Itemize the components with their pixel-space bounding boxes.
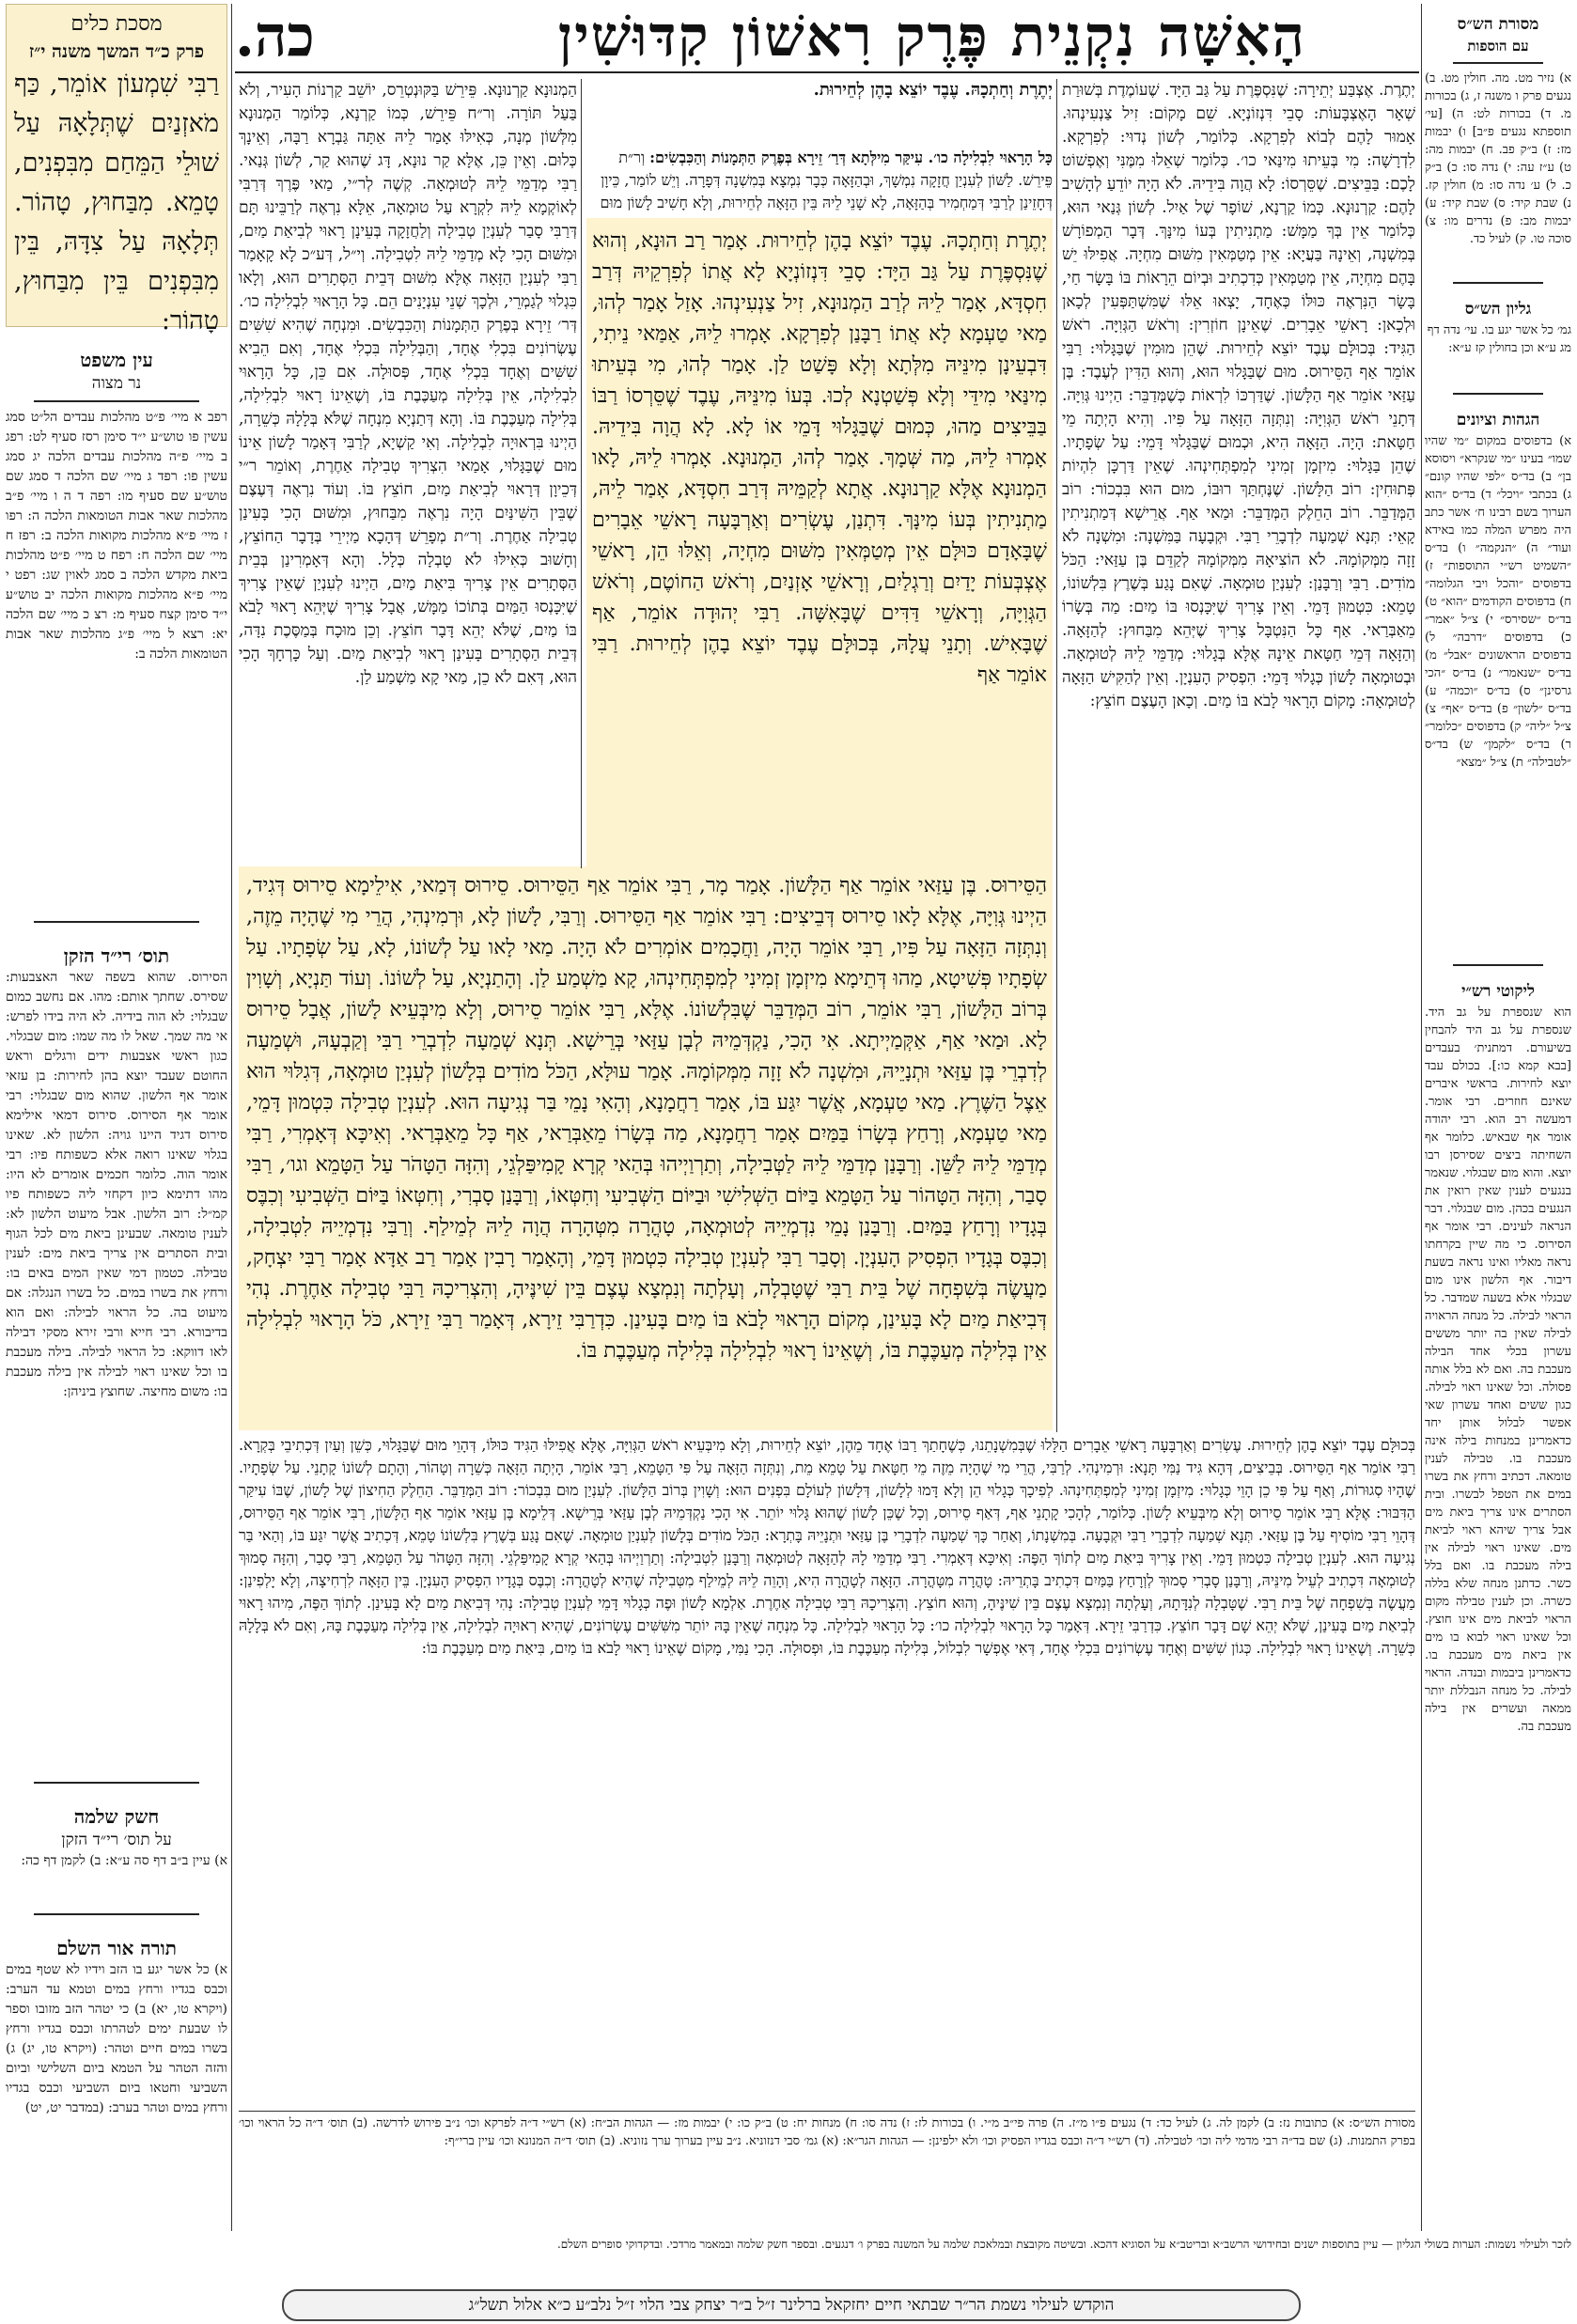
bottom-note: לזכר ולעילוי נשמות: הערות בשולי הגליון — עיין בתוספות ישנים ובחידושי הרשב״א ובריטב״א על הסוגיא דהכא. ובשיטה מקובצת ובמלאכת שלמה על המשנה בפרק ו׳ דנגעים. ובספר חשק שלמה ובמאמר מרדכי. ובדקדוקי סופרים השלם. bbox=[556, 2238, 1571, 2251]
sidebar-divider bbox=[231, 4, 232, 2231]
cheshek-shlomo-subtitle: על תוס׳ רי״ד הזקן bbox=[61, 1831, 172, 1849]
section-divider bbox=[1453, 62, 1543, 64]
header-divider bbox=[235, 71, 1419, 73]
likutei-rashi-title: ליקוטי רש״י bbox=[1461, 982, 1535, 1001]
torah-or-text: א) כל אשר יגע בו הזב וידיו לא שטף במים וכבס בגדיו ורחץ במים וטמא עד הערב: (ויקרא טו, יא) ב) כי יטהר הזב מזובו וספר לו שבעת ימים לטהרתו וכבס בגדיו ורחץ בשרו במים חיים וטהר: (ויקרא טו, יג) ג) והזה הטהר על הטמא ביום השלישי וביום השביעי וחטאו ביום השביעי וכבס בגדיו ורחץ במים וטהר בערב: (במדבר יט, יט) bbox=[6, 1962, 227, 2115]
gemara-opening bbox=[586, 79, 1053, 145]
footnotes-text: מסורת הש״ס: א) כתובות נז: ב) לקמן לה. ג) לעיל כד: ד) נגעים פ״ו מ״ז. ה) פרה פי״ב מ״י. ו) בכורות לז: ז) נדה סו: ח) מנחות יח: ט) ב״ק כו: י) יבמות מז: — הגהות הב״ח: (א) רש״י ד״ה לפרקא וכו׳ נ״ב פירוש לדרשה. (ב) תוס׳ ד״ה כל הראוי וכו׳ בפרק התמנות. (ג) שם בד״ה רבי מדמי ליה וכו׳ לטבילה. (ד) רש״י ד״ה וכבס בגדיו הפסיק וכו׳ ולא ילפינן: — הגהות הגר״א: (א) גמ׳ סבי דנזוניא. נ״ב עיין בערוך ערך נזוניא. (ב) תוס׳ ד״ה המנונא וכו׳ עיין ברי״ף: bbox=[239, 2116, 1415, 2148]
tosafot-column: הַמְנוּנָא קַרְנוּנָא. פֵּירֵשׁ בַּקּוּנְטְרֵס, יוֹשֵׁב קַרְנוֹת הָעִיר, וְלֹא בַּעַל תּוֹרָה. וְר״ח פֵּירֵשׁ, כְּמוֹ קַרְנָא, כְּלוֹמַר הַמְנוּנָא מִלְּשׁוֹן מְנָה, כְּאִילּוּ אָמַר לֵיהּ אַתָּה גַּבְרָא רַבָּה, וְאֵינָךְ כְּלוּם. וְאֵין כֵּן, אֶלָּא קַר נוּנָא, דָּג שֶׁהוּא קַר, לְשׁוֹן גְּנַאי. רַבִּי מְדַמֵּי לֵיהּ לְטוּמְאָה. קְשֶׁה לְר״י, מַאי פֶּרֶךְ דְּרַבִּי לְאוֹקְמָא לֵיהּ לִקְרָא עַל טוּמְאָה, אֵלָּא נִרְאֶה לְרַבֵּינוּ תָּם דְּרַבִּי סָבַר לְעִנְיַן טְבִילָה וְלַחֲזָקָה בְּעֵינָן רָאוּי לְבִיאַת מַיִם, וּמִשּׁוּם הָכִי לָא מְדַמֵּי לֵיהּ לִטְבִילָה. וְי״ל, דְּע״כ לָא קָאָמַר רַבִּי לְעִנְיַן הַזָּאָה אֶלָּא מִשּׁוּם דְּבֵית הַסְּתָרִים הוּא, וְלָאו כִּגְלוּי לְגַמְרֵי, וּלְכָךְ שְׁנֵי עִנְיָנִים הֵם. כָּל הָרָאוּי לִבְלִילָה כו׳. דְּר׳ זֵירָא בְּפֶרֶק הַתְּמָנוֹת וְהַכִּבְשִׂים. וּמִנְחָה שֶׁהִיא שִׁשִּׁים עֶשְׂרוֹנִים בִּכְלִי אֶחָד, וְהַבְּלִילָה בִּכְלִי אֶחָד, וְאִם הֵבִיא שִׁשִּׁים וְאֶחָד בִּכְלִי אֶחָד, פְּסוּלָה. אִם כֵּן, כָּל הָרָאוּי לִבְלִילָה, אֵין בְּלִילָה מְעַכֶּבֶת בּוֹ, וְשֶׁאֵינוֹ רָאוּי לִבְלִילָה, בְּלִילָה מְעַכֶּבֶת בּוֹ. וְהָא דְּתַנְיָא מִנְחָה שֶׁלֹּא בְּלָלָהּ כְּשֵׁרָה, הַיְינוּ בִּרְאוּיָה לִבְלִילָה. וְאִי קַשְׁיָא, לְרַבִּי דְּאָמַר לָשׁוֹן אֵינוֹ מוּם שֶׁבַּגָּלוּי, אָמַאי הִצְרִיךְ טְבִילָה אַחֶרֶת, וְאוֹמֵר ר״י דְּכֵיוָן דְּרָאוּי לְבִיאַת מַיִם, חוֹצֵץ בּוֹ. וְעוֹד נִרְאֶה דְּעֶצֶם שֶׁבֵּין הַשִּׁינַּיִם הָיָה נִרְאֶה מִבַּחוּץ, וּמִשּׁוּם הָכִי בָּעִינַן טְבִילָה אַחֶרֶת. וְר״ת מְפָרֵשׁ דְּהָכָא מַיְירֵי בְּדָבָר הַחוֹצֵץ, וְחָשׁוּב כְּאִילּוּ לֹא טָבְלָה כְּלָל. וְהָא דְּאָמְרִינַן בְּבֵית הַסְּתָרִים אֵין צָרִיךְ בִּיאַת מַיִם, הַיְינוּ לְעִנְיַן שֶׁאֵין צָרִיךְ שֶׁיִּכָּנְסוּ הַמַּיִם בְּתוֹכוֹ מַמָּשׁ, אֲבָל צָרִיךְ שֶׁיְּהֵא רָאוּי לָבֹא בּוֹ מַיִם, שֶׁלֹּא יְהֵא דָּבָר חוֹצֵץ. וְכֵן מוּכָח בְּמַסֶּכֶת נִדָּה, דְּבֵית הַסְּתָרִים בָּעִינַן רָאוּי לְבִיאַת מַיִם. וְעַל כָּרְחָךְ הָכִי הוּא, דְּאִם לֹא כֵן, מַאי קָא מַשְׁמַע לַן. bbox=[239, 81, 577, 687]
page-header bbox=[235, 4, 1419, 70]
hagahot-title: הגהות וציונים bbox=[1456, 411, 1540, 429]
masoret-hashas-text: א) נזיר מט. מה. חולין מט. ב) נגעים פרק ו משנה ז, ג) בכורות מ. ד) בכורות לט: ה) [עי׳ תוספתא נגעים פ״ב] ו) יבמות מז: ז) ב״ק פב. ח) יבמות מה: ט) ע״ז עה: י) נדה סו: כ) ב״ק כ. ל) ע׳ נדה סו: מ) חולין קז. נ) שבת קיד: ס) שבת קיד: ע) יבמות מב: פ) נדרים מו: צ) סוכה טו. ק) לעיל כד. bbox=[1425, 71, 1571, 246]
mishnah-box-text: רַבִּי שִׁמְעוֹן אוֹמֵר, כַּף מֹאזְנַיִם שֶׁתְּלָאָהּ עַל שׁוּלֵי הַמֵּחַם מִבִּפְנִים, טָמֵא. מִבַּחוּץ, טָהוֹר. תְּלָאָהּ עַל צִדָּהּ, בֵּין מִבִּפְנִים בֵּין מִבַּחוּץ, טָהוֹר: bbox=[14, 70, 219, 335]
section-divider bbox=[1453, 393, 1543, 395]
section-divider bbox=[34, 921, 199, 923]
mishnah-box-title: מסכת כלים bbox=[70, 12, 163, 36]
ein-mishpat-title: עין משפט bbox=[80, 349, 153, 371]
section-divider bbox=[34, 1913, 199, 1915]
gemara-heading: יְתֶרֶת וְחַתְכָהּ. עֶבֶד יוֹצֵא בָהֶן לְחֵירוּת. bbox=[813, 80, 1053, 100]
section-divider bbox=[34, 1782, 199, 1784]
tosafot-dibur-hamatchil: כָּל הָרָאוּי לִבְלִילָה כו׳. עִיקַּר מִילְּתָא דְּרַ׳ זֵירָא בְּפֶרֶק הַתְּמָנוֹת וְהַכִּבְשִׂים: bbox=[649, 148, 1053, 166]
column-divider bbox=[1056, 79, 1057, 1432]
tosafot-under-box-text: וְר״ת פֵּירֵשׁ. לַשּׁוֹן לְעִנְיַן חֲזָקָה נִמְשָׁךְ, וּבְהַזָּאָה כְּבָר נִמְצָא בְּמִשְׁנָה דְּפָרָה. וְיֵשׁ לוֹמַר, כֵּיוָן דְּחָזֵינַן לְרַבִּי דְּמַחְמִיר בְּהַזָּאָה, לָא שָׁנֵי לֵיהּ בֵּין הַזָּאָה לְחֵירוּת, וְלָא חָשִׁיב לָשׁוֹן מוּם bbox=[600, 148, 1053, 211]
footnote-divider bbox=[239, 2111, 1415, 2112]
section-divider bbox=[34, 400, 199, 402]
gilyon-hashas-text: גמ׳ כל אשר יגע בו. עי׳ נדה דף מג ע״א וכן בחולין קז ע״א: bbox=[1427, 323, 1571, 355]
tosafot-rid-text: הסירוס. שהוא בשפה שאר האצבעות: שסירס. שחתך אותם: מהו. אם נחשב כמום שבגלוי: לא הוה בידיה. לא היה בידו לפרש: אי מה שמך. שאל לו מה שמו: מום שבגלוי. כגון ראשי אצבעות ידים ורגלים וראש החוטם שעבד יוצא בהן לחירות: בן עזאי אומר אף הלשון. שהוא מום שבגלוי: רבי אומר אף הסירוס. סירוס דמאי אילימא סירוס דגיד היינו גויה: הלשון לא. שאינו בגלוי שאינו רואה אלא כשפותח פיו: רבי אומר הוה. כלומר חכמים אומרים לא היו: מהו דתימא כיון דקחזי ליה כשפותח פיו קמ״ל: רוב הלשון. אבל מיעוט הלשון לא: לענין טומאה. שבעינן ביאת מים לכל הגוף ובית הסתרים אין צריך ביאת מים: לענין טבילה. כטמון דמי שאין המים באים בו: ורחץ את בשרו במים. כל בשרו הנגלה: אם מיעוט בה. כל הראוי לבילה: ואם הוא בדיבורא. רבי חייא ורבי זירא מסקי דבילה לאו דווקא: כל הראוי לבילה. בילה מעכבת בו וכל שאינו ראוי לבילה אין בילה מעכבת בו: משום מחיצה. שחוצץ ביניהן: bbox=[6, 970, 227, 1399]
masoret-hashas-title: מסורת הש״ס bbox=[1457, 15, 1539, 34]
likutei-rashi-text: הוא שנספרת על גב היד. שנספרת על גב היד להבחין בשיעורם. דמתנית׳ בעבדים [בבא קמא כו:]. בכולם עבד יוצא לחירות. בראשי איברים שאינם חוזרים. רבי אומר. דמעשה רב הוא. רבי יהודה אומר אף שבאיש. כלומר אף השחיתה ביצים שסירסן רבו יוצא. והוא מום שבגלוי. שנאמר בנגעים לענין שאין רואין את הנגעים בכהן. מום שבגלוי. דבר הנראה לעינים. רבי אומר אף הסירוס. כי מה שיין בקרחתו נראה מאליו ואינו נראה בשעת דיבור. אף הלשון אינו מום שבגלוי אלא בשעה שמדבר. כל הראוי לבילה. כל מנחה הראויה לבילה שאין בה יותר מששים עשרון בכלי אחד הבילה מעכבת בה. ואם לא בלל אותה פסולה. וכל שאינו ראוי לבילה. כגון ששים ואחד עשרון שאי אפשר לבלול אותן יחד כדאמרינן במנחות בילה אינה מעכבת בו. טבילה לענין טומאה. דכתיב ורחץ את בשרו במים את הטפל לבשרו. ובית הסתרים אינו צריך ביאת מים אבל צריך שיהא ראוי לביאת מים. שאינו ראוי לבילה אין בילה מעכבת בו. ואם בלל כשר. כדתנן מנחה שלא בללה כשרה. וכן לענין טבילה מקום הראוי לביאת מים אינו חוצץ. וכל שאינו ראוי לבוא בו מים אין ביאת מים מעכבת בו. כדאמרינן ביבמות ובנדה. הראוי לבילה. כל מנחה הנבללת יותר ממאה ועשרים אין בילה מעכבת בה. bbox=[1425, 1006, 1571, 1734]
cheshek-shlomo-title: חשק שלמה bbox=[73, 1805, 160, 1828]
cheshek-shlomo-text: א) עיין ב״ב דף סה ע״א: ב) לקמן דף כה: bbox=[21, 1853, 227, 1868]
daf-number: כה. bbox=[235, 4, 315, 70]
sidebar-divider bbox=[1421, 4, 1422, 2231]
ein-mishpat-text: רפב א מיי׳ פ״ט מהלכות עבדים הל״ט סמג עשין פו טוש״ע י״ד סימן רסז סעיף לט: רפג ב מיי׳ פ״ה מהלכות עבדים הלכה יג סמג עשין פו: רפד ג מיי׳ שם הלכה ד סמג שם טוש״ע שם סעיף מו: רפה ד ה ו מיי׳ פ״ב מהלכות שאר אבות הטומאות הלכה ה: רפו ז מיי׳ פ״א מהלכות מקואות הלכה ב: רפז ח מיי׳ שם הלכה ח: רפח ט מיי׳ פ״ט מהלכות ביאת מקדש הלכה ב סמג לאוין שג: רפט י מיי׳ פ״א מהלכות מקואות הלכה יב טוש״ע י״ד סימן קצח סעיף מ: רצ כ מיי׳ שם הלכה יא: רצא ל מיי׳ פ״ג מהלכות שאר אבות הטומאות הלכה ב: bbox=[6, 410, 227, 662]
gilyon-hashas-title: גליון הש״ס bbox=[1464, 300, 1532, 319]
tosafot-rid-title: תוס׳ רי״ד הזקן bbox=[63, 944, 170, 967]
column-divider bbox=[581, 79, 582, 868]
mishnah-yomit-box bbox=[6, 4, 227, 335]
mishnah-box-subtitle: פרק כ״ד המשך משנה י״ז bbox=[28, 41, 205, 62]
left-sidebar bbox=[6, 4, 227, 2240]
dedication-banner: הוקדש לעילוי נשמת הר״ר שבתאי חיים יחזקאל ברלינר ז״ל ב״ר יצחק צבי הלוי ז״ל נלב״ע כ״א אלול תשל״ג bbox=[282, 2289, 1301, 2321]
rashi-column: יְתֶרֶת. אֶצְבַּע יְתֵירָה: שֶׁנִּסְפֶּרֶת עַל גַּב הַיָּד. שֶׁעוֹמֶדֶת בְּשׁוּרַת שְׁאָר הָאֶצְבָּעוֹת: סָבֵי דִּנְזוֹנְיָא. שֵׁם מָקוֹם: זִיל צַנְעִינְהוּ. אָמוּר לָהֶם לְבוֹא לְפִרְקָא. כְּלוֹמַר, לְשׁוֹן נְדוּי: לְפִרְקָא. לִדְרָשָׁה: מִי בְּעֵיתוּ מִינַּאי כו׳. כְּלוֹמַר שְׁאֵלוּ מִמֶּנִּי וְאֶפְשׁוֹט לָכֶם: בַּבֵּיצִים. שֶׁסֵּרְסוֹ: לָא הֲוָה בִּידֵיהּ. לֹא הָיָה יוֹדֵעַ לְהָשִׁיב לָהֶם: קַרְנוּנָא. כְּמוֹ קַרְנָא, שׁוֹפָר שֶׁל אַיִל. לְשׁוֹן גְּנַאי הוּא, כְּלוֹמַר אֵין בְּךָ מַמָּשׁ: מַתְנִיתִין בְּעוֹ מִינָּךְ. דְּבָר הַמְפוֹרָשׁ בְּמִשְׁנָה, וְאֵינָהּ בַּעֲיָא: אֵין מְטַמְּאִין מִשּׁוּם מִחְיָה. אֲפִילּוּ יֵשׁ בָּהֶם מִחְיָה, אֵין מְטַמְּאִין כְּדִכְתִיב וּבְיוֹם הֵרָאוֹת בּוֹ בָּשָׂר חַי, בָּשָׂר הַנִּרְאֶה כּוּלּוֹ כְּאֶחָד, יָצְאוּ אֵלּוּ שֶׁמִּשְׁתַּפְּעִין לְכָאן וּלְכָאן: רָאשֵׁי אֵבָרִים. שֶׁאֵינָן חוֹזְרִין: וְרֹאשׁ הַגְּוִיָּה. רֹאשׁ הַגִּיד: בְּכוּלָּם עֶבֶד יוֹצֵא לְחֵירוּת. שֶׁהֵן מוּמִין שֶׁבַּגָּלוּי: רַבִּי אוֹמֵר אַף הַסֵּירוּס. מוּם שֶׁבַּגָּלוּי הוּא, וְהוּא הַדִּין לְעֶבֶד: בֶּן עַזַּאי אוֹמֵר אַף הַלָּשׁוֹן. שֶׁדַּרְכּוֹ לִרְאוֹת כְּשֶׁמְּדַבֵּר: הַיְינוּ גְּוִיָּה. דְּתָנֵי רֹאשׁ הַגְּוִיָּה: וְנִתְּזָה הַזָּאָה עַל פִּיו. וְהִיא הָיְתָה מֵי חַטָּאת: הָיָה. הַזָּאָה הִיא, וּכְמוּם שֶׁבַּגָּלוּי דָּמֵי: עַל שְׂפָתָיו. שֶׁהֵן בַּגָּלוּי: מִיזְמָן זְמִינִי לְמִפְתְּחִינְהוּ. שֶׁאֵין דַּרְכָּן לִהְיוֹת פְּתוּחִין: רוֹב הַלָּשׁוֹן. שֶׁנֶּחְתַּךְ רוּבּוֹ, מוּם הוּא בִּבְכוֹר: רוֹב הַמְּדַבֵּר. רוֹב הַחֵלֶק הַמְּדַבֵּר: וּמַאי אַף. אֲרֵישָׁא דְּמַתְנִיתִין קָאֵי: תְּנָא שְׁמַעָה לִדְבָרֵי רַבִּי. וּקְבָעָה בַּמִּשְׁנָה: וּמִשְׁנָה לֹא זָזָה מִמְּקוֹמָהּ. לֹא הוֹצִיאָהּ מִמְּקוֹמָהּ לְקַדֵּם בֶּן עַזַּאי: הַכֹּל מוֹדִים. רַבִּי וְרַבָּנַן: לְעִנְיַן טוּמְאָה. שֶׁאִם נָגַע בְּשֶׁרֶץ בִּלְשׁוֹנוֹ, טָמֵא: כִּטְמוּן דָּמֵי. וְאֵין צָרִיךְ שֶׁיִּכָּנְסוּ בּוֹ מַיִם: מַה בְּשָׂרוֹ מֵאַבְּרַאי. אַף כָּל הַנִּטְבָּל צָרִיךְ שֶׁיְּהֵא מִבַּחוּץ: לְהַזָּאָה. וְהַזָּאָה דְּמֵי חַטָּאת אֵינָהּ אֶלָּא בְּגָלוּי: מְדַמֵּי לֵיהּ לְטוּמְאָה. וּבְטוּמְאָה לָשׁוֹן כְּגָלוּי דָּמֵי: הִפְסִיק הָעִנְיָן. וְאֵין לְהַקִּישׁ הַזָּאָה לְטוּמְאָה: מָקוֹם הָרָאוּי לָבֹא בּוֹ מַיִם. וְכָאן הָעֶצֶם חוֹצֵץ: bbox=[1062, 81, 1415, 710]
rashi-bottom-text: בְּכוּלָּם עֶבֶד יוֹצֵא בָהֶן לְחֵירוּת. עֶשְׂרִים וְאַרְבָּעָה רָאשֵׁי אֵבָרִים הַלָּלוּ שֶׁבְּמִשְׁנָתֵנוּ, כְּשֶׁחָתַךְ רַבּוֹ אֶחָד מֵהֶן, יוֹצֵא לְחֵירוּת, וְלָא מִיבְּעֵיא רֹאשׁ הַגְּוִיָּה, אֶלָּא אֲפִילּוּ הַגִּיד כּוּלּוֹ, דְּהָוֵי מוּם שֶׁבַּגָּלוּי, כְּשֵׁן וְעַיִן דְּכְתִיבֵי בְּקְרָא. רַבִּי אוֹמֵר אַף הַסֵּירוּס. בְּבֵיצִים, דְּהָא גִּיד נַמִּי תָּנָא: וּרְמִינְהִי. לְרַבִּי, הֲרֵי מִי שֶׁהָיָה מֵזֶה מֵי חַטָּאת עַל טָמֵא מֵת, וְנִתְּזָה הַזָּאָה עַל פִּי הַטָּמֵא, רַבִּי אוֹמֵר, הָיְתָה הַזָּאָה כְּשֵׁרָה וְטָהוֹר, וְהָתָם לְשׁוֹנוֹ קָתָנֵי. עַל שְׂפָתָיו. שֶׁהָיוּ סְגוּרוֹת, וְאַף עַל פִּי כֵן הָוֵי כְּגָלוּי: מִיזְמָן זְמִינִי לְמִפְתְּחִינְהוּ. לְפִיכָךְ כְּגָלוּי הֵן וְלָא דָּמוּ לְלָשׁוֹן, דְּלָשׁוֹן לְעוֹלָם בִּפְנִים הוּא: וְשָׁוִין בְּרוֹב הַלָּשׁוֹן. לְעִנְיַן מוּם בִּבְכוֹר: רוֹב הַמְּדַבֵּר. הַחֵלֶק הַחִיצוֹן שֶׁל לָשׁוֹן, שֶׁבּוֹ עִיקַּר הַדִּבּוּר: אֶלָּא רַבִּי אוֹמֵר סֵירוּס וְלָא מִיבְּעֵיא לָשׁוֹן. כְּלוֹמַר, לְהָכִי קָתָנֵי אַף, דְּאַף סֵירוּס, וְכָל שֶׁכֵּן לָשׁוֹן שֶׁהוּא גָּלוּי יוֹתֵר. אִי הָכִי נַקְדְּמֵיהּ לְבֶן עַזַּאי בְּרֵישָׁא. דְּלֵימָא בֶּן עַזַּאי אוֹמֵר אַף הַלָּשׁוֹן, רַבִּי אוֹמֵר אַף הַסֵּירוּס, דְּהָוֵי רַבִּי מוֹסִיף עַל בֶּן עַזַּאי. תְּנָא שְׁמַעָה לִדְבָרֵי רַבִּי וּקְבָעָה. בְּמִשְׁנָתוֹ, וְאַחַר כָּךְ שְׁמַעָה לִדְבָרֵי בֶּן עַזַּאי וּתְנָיֵיהּ בָּתְרָא: הַכֹּל מוֹדִים בְּלָשׁוֹן לְעִנְיַן טוּמְאָה. שֶׁאִם נָגַע בְּשֶׁרֶץ בִּלְשׁוֹנוֹ טָמֵא, דְּכְתִיב אֲשֶׁר יִגַּע בּוֹ, וְהַאי בַּר נְגִיעָה הוּא. לְעִנְיַן טְבִילָה כִּטְמוּן דָּמֵי. וְאֵין צָרִיךְ בִּיאַת מַיִם לְתוֹךְ הַפֶּה: וְאִיכָּא דְּאָמְרִי. רַבִּי מְדַמֵּי לָהּ לְהַזָּאָה לְטוּמְאָה וְרַבָּנַן לִטְבִילָה: וְתַרְוַיְיהוּ בְּהַאי קְרָא קָמִיפַּלְגֵי. וְהִזָּה הַטָּהֹר עַל הַטָּמֵא, רַבִּי סָבַר, וְהִזָּה סָמוּךְ לְטוּמְאָה דִּכְתִיב לְעֵיל מִינֵּיהּ, וְרַבָּנַן סָבְרִי סָמוּךְ לְוְרָחַץ בַּמַּיִם דִּכְתִיב בָּתְרֵיהּ: טָהֳרָה מִטָּהֳרָה. הַזָּאָה לְטָהֳרָה הִיא, וְהָוֵה לֵיהּ לְמֵילַף מִטְּבִילָה שֶׁהִיא לְטָהֳרָה: וְכִבֶּס בְּגָדָיו הִפְסִיק הָעִנְיָן. בֵּין הַזָּאָה לִרְחִיצָה, וְלָא יָלְפִינַן: מַעֲשֶׂה בְּשִׁפְחָה שֶׁל בֵּית רַבִּי. שֶׁטָּבְלָה לְנִדָּתָהּ, וְעָלְתָה וְנִמְצָא עֶצֶם בֵּין שִׁינֶּיהָ, וְהוּא חוֹצֵץ. וְהִצְרִיכָהּ רַבִּי טְבִילָה אַחֶרֶת. אַלְמָא לָשׁוֹן וּפֶה כְּגָלוּי דָּמֵי לְעִנְיַן טְבִילָה: נְהִי דְּבִיאַת מַיִם לָא בָּעִינַן. לְתוֹךְ הַפֶּה, מִיהוּ רָאוּי לְבִיאַת מַיִם בָּעִינַן, שֶׁלֹּא יְהֵא שָׁם דָּבָר חוֹצֵץ. כִּדְרַבִּי זֵירָא. דְּאָמַר כָּל הָרָאוּי לִבְלִילָה כו׳: כָּל הָרָאוּי לִבְלִילָה. כָּל מִנְחָה שֶׁאֵין בָּהּ יוֹתֵר מִשִּׁשִּׁים עֶשְׂרוֹנִים, שֶׁהִיא רְאוּיָה לִבְלִילָה, אֵין בְּלִילָה מְעַכֶּבֶת בָּהּ, וְאִם לֹא בְּלָלָהּ כְּשֵׁרָה. וְשֶׁאֵינוֹ רָאוּי לִבְלִילָה. כְּגוֹן שִׁשִּׁים וְאֶחָד עֶשְׂרוֹנִים בִּכְלִי אֶחָד, דְּאִי אֶפְשָׁר לִבְלוֹל, בְּלִילָה מְעַכֶּבֶת בּוֹ, וּפְסוּלָה. הָכִי נַמִּי, מָקוֹם שֶׁאֵינוֹ רָאוּי לָבֹא בּוֹ מַיִם, בִּיאַת מַיִם מְעַכֶּבֶת בּוֹ: bbox=[239, 1436, 1416, 1657]
section-divider bbox=[1453, 282, 1543, 284]
gemara-continued-text: הַסֵּירוּס. בֶּן עַזַּאי אוֹמֵר אַף הַלָּשׁוֹן. אָמַר מָר, רַבִּי אוֹמֵר אַף הַסֵּירוּס. סֵירוּס דְּמַאי, אִילֵימָא סֵירוּס דְּגִיד, הַיְינוּ גְּוִיָּה, אֶלָּא לָאו סֵירוּס דְּבֵיצִים: רַבִּי אוֹמֵר אַף הַסֵּירוּס. וְרַבִּי, לָשׁוֹן לָא, וּרְמִינְהִי, הֲרֵי מִי שֶׁהָיָה מֵזֶה, וְנִתְּזָה הַזָּאָה עַל פִּיו, רַבִּי אוֹמֵר הָיָה, וַחֲכָמִים אוֹמְרִים לֹא הָיָה. מַאי לָאו עַל לְשׁוֹנוֹ, לָא, עַל שְׂפָתָיו. עַל שְׂפָתָיו פְּשִׁיטָא, מַהוּ דְּתֵימָא מִיזְמָן זְמִינִי לְמִפְתְּחִינְהוּ, קָא מַשְׁמַע לַן. וְהָתַנְיָא, עַל לְשׁוֹנוֹ. וְעוֹד תַּנְיָא, וְשָׁוִין בְּרוֹב הַלָּשׁוֹן, רַבִּי אוֹמֵר, רוֹב הַמְּדַבֵּר שֶׁבִּלְשׁוֹנוֹ. אֶלָּא, רַבִּי אוֹמֵר סֵירוּס, וְלָא מִיבְּעֵיא לָשׁוֹן, אֲבָל סֵירוּס לָא. וּמַאי אַף, אַקְּמַיְיתָא. אִי הָכִי, נַקְדְּמֵיהּ לְבֶן עַזַּאי בְּרֵישָׁא. תְּנָא שְׁמַעָה לִדְבְרֵי רַבִּי וְקַבְעָהּ, וּשְׁמַעָה לְדִבְרֵי בֶּן עַזַּאי וּתְנָיֵיהּ, וּמִשְׁנָה לֹא זָזָה מִמְּקוֹמָהּ. אָמַר עוּלָּא, הַכֹּל מוֹדִים בְּלָשׁוֹן לְעִנְיַן טוּמְאָה, דְּגִלּוּי הוּא אֵצֶל הַשֶּׁרֶץ. מַאי טַעְמָא, אֲשֶׁר יִגַּע בּוֹ, אָמַר רַחֲמָנָא, וְהָאִי נָמֵי בַּר נְגִיעָה הוּא. לְעִנְיַן טְבִילָה כִּטְמוּן דָּמֵי, מַאי טַעְמָא, וְרָחַץ בְּשָׂרוֹ בַּמַּיִם אָמַר רַחֲמָנָא, מַה בְּשָׂרוֹ מֵאַבְּרַאי, אַף כָּל מֵאַבְּרַאי. וְאִיכָּא דְּאָמְרִי, רַבִּי מְדַמֵּי לֵיהּ לַשֵּׁן. וְרַבָּנַן מְדַמֵּי לֵיהּ לַטְּבִילָה, וְתַרְוַיְיהוּ בְּהַאי קְרָא קָמִיפַּלְגֵי, וְהִזָּה הַטָּהֹר עַל הַטָּמֵא וגו׳, רַבִּי סָבַר, וְהִזָּה הַטָּהוֹר עַל הַטָּמֵא בַּיּוֹם הַשְּׁלִישִׁי וּבַיּוֹם הַשְּׁבִיעִי וְחִטְּאוֹ, וְרַבָּנַן סָבְרִי, וְחִטְּאוֹ בַּיּוֹם הַשְּׁבִיעִי וְכִבֶּס בְּגָדָיו וְרָחַץ בַּמַּיִם. וְרַבָּנַן נָמֵי נִדְמְיֵיהּ לְטוּמְאָה, טָהֳרָה מִטְּהָרָה הֲוָה לֵיהּ לְמֵילַף. וְרַבִּי נִדְמְיֵיהּ לִטְבִילָה, וְכִבֶּס בְּגָדָיו הִפְסִיק הָעִנְיָן. וְסָבַר רַבִּי לְעִנְיַן טְבִילָה כִּטְמוּן דָּמֵי, וְהָאָמַר רָבִין אָמַר רַב אַדָּא אָמַר רַבִּי יִצְחָק, מַעֲשֶׂה בְּשִׁפְחָה שֶׁל בֵּית רַבִּי שֶׁטָּבְלָה, וְעָלְתָה וְנִמְצָא עֶצֶם בֵּין שִׁינֶּיהָ, וְהִצְרִיכָהּ רַבִּי טְבִילָה אַחֶרֶת. נְהִי דְּבִיאַת מַיִם לָא בָּעִינַן, מְקוֹם הָרָאוּי לָבֹא בּוֹ מַיִם בָּעִינַן. כִּדְרַבִּי זֵירָא, דְּאָמַר רַבִּי זֵירָא, כֹּל הָרָאוּי לִבְלִילָה אֵין בְּלִילָה מְעַכֶּבֶת בּוֹ, וְשֶׁאֵינוֹ רָאוּי לִבְלִילָה בְּלִילָה מְעַכֶּבֶת בּוֹ. bbox=[246, 874, 1047, 1363]
hagahot-text: א) בדפוסים במקום ״מי שהיו שמו״ בעינו ״מי שנקרא״ ויסוסא בן״ ב) בד״ס ״לפי שהיו קונם״ ג) בכתבי ״ויכל״ ד) בד״ס ״הוא הערוך בשם רבינו ח׳ אשר כתב היה מפרש המלה כמו באידא ועוד״ ה) ״הנקמה״ ו) בד״ס ״השמיט רש״י התוספות״ ז) בדפוסים ״והכל ויבי הגלומה״ ח) בדפוסים הקודמים ״הוא״ ט) בד״ס ״שסירס״ י) צ״ל ״אמר״ כ) בדפוסים ״דרבה״ ל) בדפוסים הראשונים ״אבל״ מ) בד״ס ״שנאמר״ נ) בד״ס ״הכי גרסינן״ ס) בד״ס ״וכמה״ ע) בד״ס ״לשון״ פ) בד״ס ״אף״ צ) צ״ל ״ליה״ ק) בדפוסים ״כלומר״ ר) בד״ס ״לקמן״ ש) בד״ס ״לטבילה״ ת) צ״ל ״מצא״ bbox=[1425, 434, 1571, 770]
ein-mishpat-subtitle: נר מצוה bbox=[91, 374, 142, 393]
section-divider bbox=[1453, 964, 1543, 966]
right-sidebar bbox=[1425, 13, 1571, 2240]
page-title: הָאִשָּׁה נִקְנֵית פֶּרֶק רִאשׁוֹן קִדּוּשִׁין bbox=[557, 4, 1306, 70]
masoret-hashas-subtitle: עם הוספות bbox=[1467, 38, 1529, 55]
tosafot-under-heading bbox=[586, 147, 1053, 216]
gemara-main-text: יְתֶרֶת וְחַתְכָהּ. עֶבֶד יוֹצֵא בָהֶן לְחֵירוּת. אָמַר רַב הוּנָא, וְהוּא שֶׁנִּסְפֶּרֶת עַל גַּב הַיָּד: סָבֵי דִּנְזוֹנְיָא לָא אֲתוֹ לְפִרְקֵיהּ דְּרַב חִסְדָּא, אָמַר לֵיהּ לְרַב הַמְנוּנָא, זִיל צַנְעִינְהוּ. אָזַל אָמַר לְהוּ, מַאי טַעְמָא לָא אֲתוֹ רַבָּנַן לְפִרְקָא. אָמְרוּ לֵיהּ, אַמַּאי נֵיתִי, דִּבְעֵינָן מִינֵּיהּ מִלְּתָא וְלָא פָּשַׁט לַן. אָמַר לְהוּ, מִי בְּעֵיתוּ מִינַּאי מִידֵּי וְלָא פְּשַׁטְנָא לְכוּ. בְּעוֹ מִינֵּיהּ, עֶבֶד שֶׁסֵּרְסוֹ רַבּוֹ בַּבֵּיצִים מַהוּ, כְּמוּם שֶׁבַּגָּלוּי דָּמֵי אוֹ לָא. לָא הֲוָה בִּידֵיהּ. אָמְרוּ לֵיהּ, מַה שְּׁמָךְ. אָמַר לְהוּ, הַמְנוּנָא. אָמְרוּ לֵיהּ, לָאו הַמְנוּנָא אֶלָּא קַרְנוּנָא. אֲתָא לְקַמֵּיהּ דְּרַב חִסְדָּא, אָמַר לֵיהּ, מַתְנִיתִין בְּעוֹ מִינָּךְ. דִּתְנַן, עֶשְׂרִים וְאַרְבָּעָה רָאשֵׁי אֵבָרִים שֶׁבָּאָדָם כּוּלָּם אֵין מְטַמְּאִין מִשּׁוּם מִחְיָה, וְאֵלּוּ הֵן, רָאשֵׁי אֶצְבְּעוֹת יָדַיִם וְרַגְלַיִם, וְרָאשֵׁי אָזְנַיִם, וְרֹאשׁ הַחוֹטֶם, וְרֹאשׁ הַגְּוִיָּה, וְרָאשֵׁי דַּדִּים שֶׁבָּאִשָּׁה. רַבִּי יְהוּדָה אוֹמֵר, אַף שֶׁבָּאִישׁ. וְתָנֵי עֲלָהּ, בְּכוּלָּם עֶבֶד יוֹצֵא בָהֶן לְחֵירוּת. רַבִּי אוֹמֵר אַף bbox=[592, 229, 1047, 687]
torah-or-title: תורה אור השלם bbox=[56, 1937, 177, 1959]
